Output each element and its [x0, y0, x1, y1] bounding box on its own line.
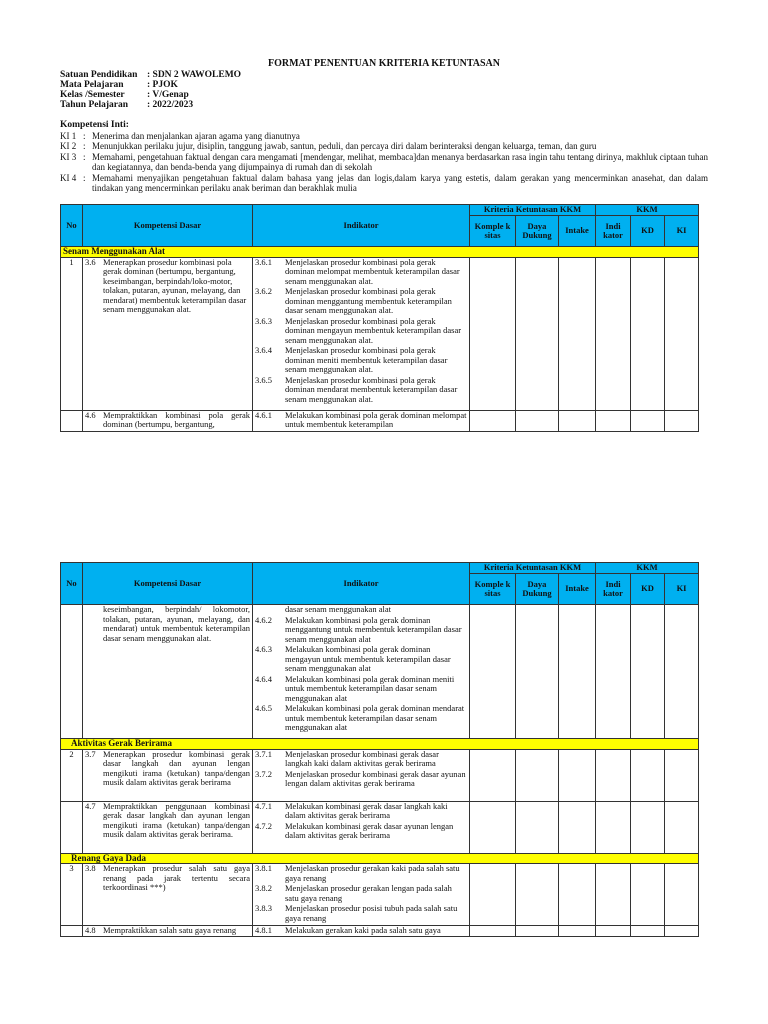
header-kkm: KKM: [596, 563, 699, 574]
table-row: [61, 257, 699, 410]
indicator-text: Menjelaskan prosedur kombinasi pola gerak dominan melompat membentuk keterampilan dasar senam menggunakan alat.: [285, 256, 460, 286]
kd-text: Mempraktikkan salah satu gaya renang: [103, 925, 237, 935]
kd-text: Menerapkan prosedur salah satu gaya renang pada jarak tertentu secara terkoordinasi ***): [103, 863, 250, 892]
header-indikator: Indikator: [253, 205, 470, 247]
section-row: [61, 739, 699, 750]
indicator-number: 4.6.3: [255, 644, 272, 654]
meta-value: : V/Genap: [147, 90, 189, 100]
kd-number: 3.8: [85, 863, 96, 873]
indicator-text: Melakukan kombinasi gerak dasar langkah kaki dalam aktivitas gerak berirama: [285, 800, 448, 820]
ki-text: Memahami, pengetahuan faktual dengan cara mengamati [mendengar, melihat, membaca]dan menanya berdasarkan rasa ingin tahu tentang dirinya, makhluk ciptaan tuhan dan kegiatannya, dan benda-benda yang dijumpainya di rumah dan di sekolah: [92, 152, 708, 172]
indicator-number: 3.8.2: [255, 883, 272, 893]
indicator-number: 3.6.4: [255, 345, 272, 355]
kd-cell: [83, 257, 253, 410]
indicator-number: 4.6.2: [255, 614, 272, 625]
kd-number: 4.8: [85, 925, 96, 935]
ki-code: KI 1: [60, 131, 77, 141]
header-kriteria-ketuntasan: Kriteria Ketuntasan KKM: [470, 563, 596, 574]
indicator-text: Melakukan kombinasi pola gerak dominan meniti untuk membentuk keterampilan dasar senam menggunakan alat: [285, 673, 455, 703]
indicator-text: Menjelaskan prosedur kombinasi pola gerak dominan mengayun membentuk keterampilan dasar senam menggunakan alat.: [285, 315, 462, 345]
section-title: Aktivitas Gerak Berirama: [61, 739, 699, 750]
document-title: FORMAT PENENTUAN KRITERIA KETUNTASAN: [268, 58, 500, 69]
row-number: 1: [61, 257, 83, 410]
meta-row: [60, 70, 241, 80]
header-kompleksitas: Komple k sitas: [470, 574, 516, 605]
ki-heading: Kompetensi Inti:: [60, 120, 129, 130]
kd-text: Mempraktikkan kombinasi pola gerak dominan (bertumpu, bergantung,: [103, 409, 250, 429]
indicator-number: 4.6.5: [255, 703, 272, 713]
ki-item: KI 2 : Menunjukkan perilaku jujur, disiplin, tanggung jawab, santun, peduli, dan percaya diri dalam berinteraksi dengan keluarga, teman, dan guru: [60, 141, 708, 151]
indicator-cell: [253, 749, 470, 801]
header-no: No: [61, 563, 83, 605]
ki-text: Menerima dan menjalankan ajaran agama yang dianutnya: [92, 131, 300, 141]
indicator-text: Menjelaskan prosedur kombinasi pola gerak dominan menggantung membentuk keterampilan dasar senam menggunakan alat.: [285, 286, 452, 315]
ki-item: KI 4 : Memahami menyajikan pengetahuan faktual dalam bahasa yang jelas dan logis,dalam karya yang estetis, dalam gerakan yang mencerminkan anasehat, dan dalam tindakan yang mencerminkan perilaku anak beriman dan berakhlak mulia: [60, 173, 708, 193]
section-title: Senam Menggunakan Alat: [61, 247, 699, 258]
table-row: [61, 926, 699, 937]
kd-text: Menerapkan prosedur kombinasi gerak dasar langkah dan ayunan lengan mengikuti irama (ketukan) tanpa/dengan musik dalam aktivitas gerak berirama: [103, 748, 250, 787]
indicator-number: 3.8.1: [255, 863, 272, 873]
header-indikator-short: Indi kator: [596, 216, 631, 247]
header-intake: Intake: [559, 574, 596, 605]
header-kompetensi-dasar: Kompetensi Dasar: [83, 205, 253, 247]
kd-number: 3.7: [85, 748, 96, 759]
ki-text: Menunjukkan perilaku jujur, disiplin, tanggung jawab, santun, peduli, dan percaya diri dalam berinteraksi dengan keluarga, teman, dan guru: [92, 141, 597, 151]
indicator-text: dasar senam menggunakan alat: [285, 604, 391, 614]
meta-row: [60, 90, 241, 100]
meta-value: : PJOK: [147, 80, 178, 90]
meta-row: [60, 80, 241, 90]
meta-label: Tahun Pelajaran: [60, 100, 129, 110]
indicator-text: Menjelaskan prosedur kombinasi pola gerak dominan meniti membentuk keterampilan dasar senam menggunakan alat.: [285, 345, 448, 374]
section-row: [61, 853, 699, 864]
section-row: [61, 247, 699, 258]
kkm-table-page-2: [60, 562, 699, 937]
kd-number: 3.6: [85, 256, 96, 267]
row-number: 3: [61, 864, 83, 926]
indicator-number: 3.6.5: [255, 374, 272, 385]
kd-text: Menerapkan prosedur kombinasi pola gerak dominan (bertumpu, bergantung, keseimbangan, berpindah/loko-motor, tolakan, putaran, ayunan, melayang, dan mendarat) membentuk keterampilan dasar senam menggunakan alat.: [103, 256, 247, 314]
kd-cell: [83, 926, 253, 937]
indicator-number: 4.7.2: [255, 820, 272, 831]
indicator-text: Melakukan kombinasi pola gerak dominan melompat untuk membentuk keterampilan: [285, 409, 467, 429]
row-number: 2: [61, 749, 83, 801]
meta-label: Mata Pelajaran: [60, 80, 124, 90]
table-row: [61, 749, 699, 801]
table-row: [61, 801, 699, 853]
indicator-text: Melakukan kombinasi gerak dasar ayunan lengan dalam aktivitas gerak berirama: [285, 820, 454, 840]
kd-number: 4.7: [85, 800, 96, 811]
ki-code: KI 3: [60, 152, 77, 162]
meta-label: Kelas /Semester: [60, 90, 125, 100]
indicator-cell: [253, 864, 470, 926]
header-kkm: KKM: [596, 205, 699, 216]
ki-text: Memahami menyajikan pengetahuan faktual dalam bahasa yang jelas dan logis,dalam karya yang estetis, dalam gerakan yang mencerminkan anasehat, dan dalam tindakan yang mencerminkan perilaku anak beriman dan berakhlak mulia: [92, 173, 708, 193]
header-ki: KI: [665, 574, 699, 605]
indicator-text: Menjelaskan prosedur posisi tubuh pada salah satu gaya renang: [285, 903, 458, 923]
indicator-cell: [253, 257, 470, 410]
header-intake: Intake: [559, 216, 596, 247]
indicator-number: 3.6.2: [255, 286, 272, 296]
header-indikator: Indikator: [253, 563, 470, 605]
table-row: [61, 605, 699, 739]
indicator-number: 4.6.4: [255, 673, 272, 684]
header-kompetensi-dasar: Kompetensi Dasar: [83, 563, 253, 605]
header-daya-dukung: Daya Dukung: [516, 574, 559, 605]
kd-text: Mempraktikkan penggunaan kombinasi gerak dasar langkah dan ayunan lengan mengikuti irama (ketukan) tanpa/dengan musik dalam aktivitas gerak berirama.: [103, 800, 250, 839]
indicator-number: 4.6.1: [255, 409, 272, 420]
kd-cell: [83, 801, 253, 853]
header-daya-dukung: Daya Dukung: [516, 216, 559, 247]
kd-cell: [83, 864, 253, 926]
kd-cell: [83, 605, 253, 739]
indicator-cell: [253, 801, 470, 853]
indicator-number: 4.8.1: [255, 925, 272, 935]
meta-value: : SDN 2 WAWOLEMO: [147, 70, 242, 80]
header-kd: KD: [631, 574, 665, 605]
kd-cell: [83, 410, 253, 431]
indicator-text: Melakukan kombinasi pola gerak dominan mendarat untuk membentuk keterampilan dasar senam menggunakan alat: [285, 703, 465, 732]
indicator-text: Melakukan gerakan kaki pada salah satu gaya: [285, 925, 441, 935]
indicator-text: Melakukan kombinasi pola gerak dominan menggantung untuk membentuk keterampilan dasar senam menggunakan alat: [285, 614, 462, 644]
identity-block: [60, 70, 241, 110]
ki-code: KI 4: [60, 173, 77, 183]
kkm-table-page-1: [60, 204, 699, 432]
table-row: [61, 410, 699, 431]
indicator-number: 3.8.3: [255, 903, 272, 913]
indicator-cell: [253, 605, 470, 739]
indicator-number: 3.7.2: [255, 768, 272, 779]
header-kompleksitas: Komple k sitas: [470, 216, 516, 247]
header-ki: KI: [665, 216, 699, 247]
kd-cell: [83, 749, 253, 801]
header-kd: KD: [631, 216, 665, 247]
indicator-text: Menjelaskan prosedur kombinasi gerak dasar ayunan lengan dalam aktivitas gerak berirama: [285, 768, 466, 788]
meta-value: : 2022/2023: [147, 100, 194, 110]
section-title: Renang Gaya Dada: [61, 853, 699, 864]
ki-code: KI 2: [60, 141, 77, 151]
meta-row: [60, 100, 241, 110]
kd-text: keseimbangan, berpindah/ lokomotor, tolakan, putaran, ayunan, melayang, dan mendarat) untuk membentuk keterampilan dasar senam menggunakan alat.: [103, 604, 250, 643]
indicator-cell: [253, 926, 470, 937]
indicator-text: Menjelaskan prosedur kombinasi gerak dasar langkah kaki dalam aktivitas gerak berirama: [285, 748, 439, 768]
indicator-text: Melakukan kombinasi pola gerak dominan mengayun untuk membentuk keterampilan dasar senam menggunakan alat: [285, 644, 451, 673]
indicator-cell: [253, 410, 470, 431]
header-kriteria-ketuntasan: Kriteria Ketuntasan KKM: [470, 205, 596, 216]
indicator-number: 3.6.1: [255, 256, 272, 267]
header-indikator-short: Indi kator: [596, 574, 631, 605]
indicator-text: Menjelaskan prosedur gerakan kaki pada salah satu gaya renang: [285, 863, 460, 883]
indicator-text: Menjelaskan prosedur kombinasi pola gerak dominan mendarat membentuk keterampilan dasar senam menggunakan alat.: [285, 374, 458, 404]
indicator-number: 4.7.1: [255, 800, 272, 811]
ki-item: KI 1 : Menerima dan menjalankan ajaran agama yang dianutnya: [60, 131, 708, 141]
table-row: [61, 864, 699, 926]
indicator-number: 3.6.3: [255, 315, 272, 326]
header-no: No: [61, 205, 83, 247]
meta-label: Satuan Pendidikan: [60, 70, 138, 80]
kd-number: 4.6: [85, 409, 96, 420]
indicator-text: Menjelaskan prosedur gerakan lengan pada salah satu gaya renang: [285, 883, 452, 903]
indicator-number: 3.7.1: [255, 748, 272, 759]
ki-item: KI 3 : Memahami, pengetahuan faktual dengan cara mengamati [mendengar, melihat, membaca]dan menanya berdasarkan rasa ingin tahu tentang dirinya, makhluk ciptaan tuhan dan kegiatannya, dan benda-benda yang dijumpainya di rumah dan di sekolah: [60, 152, 708, 172]
